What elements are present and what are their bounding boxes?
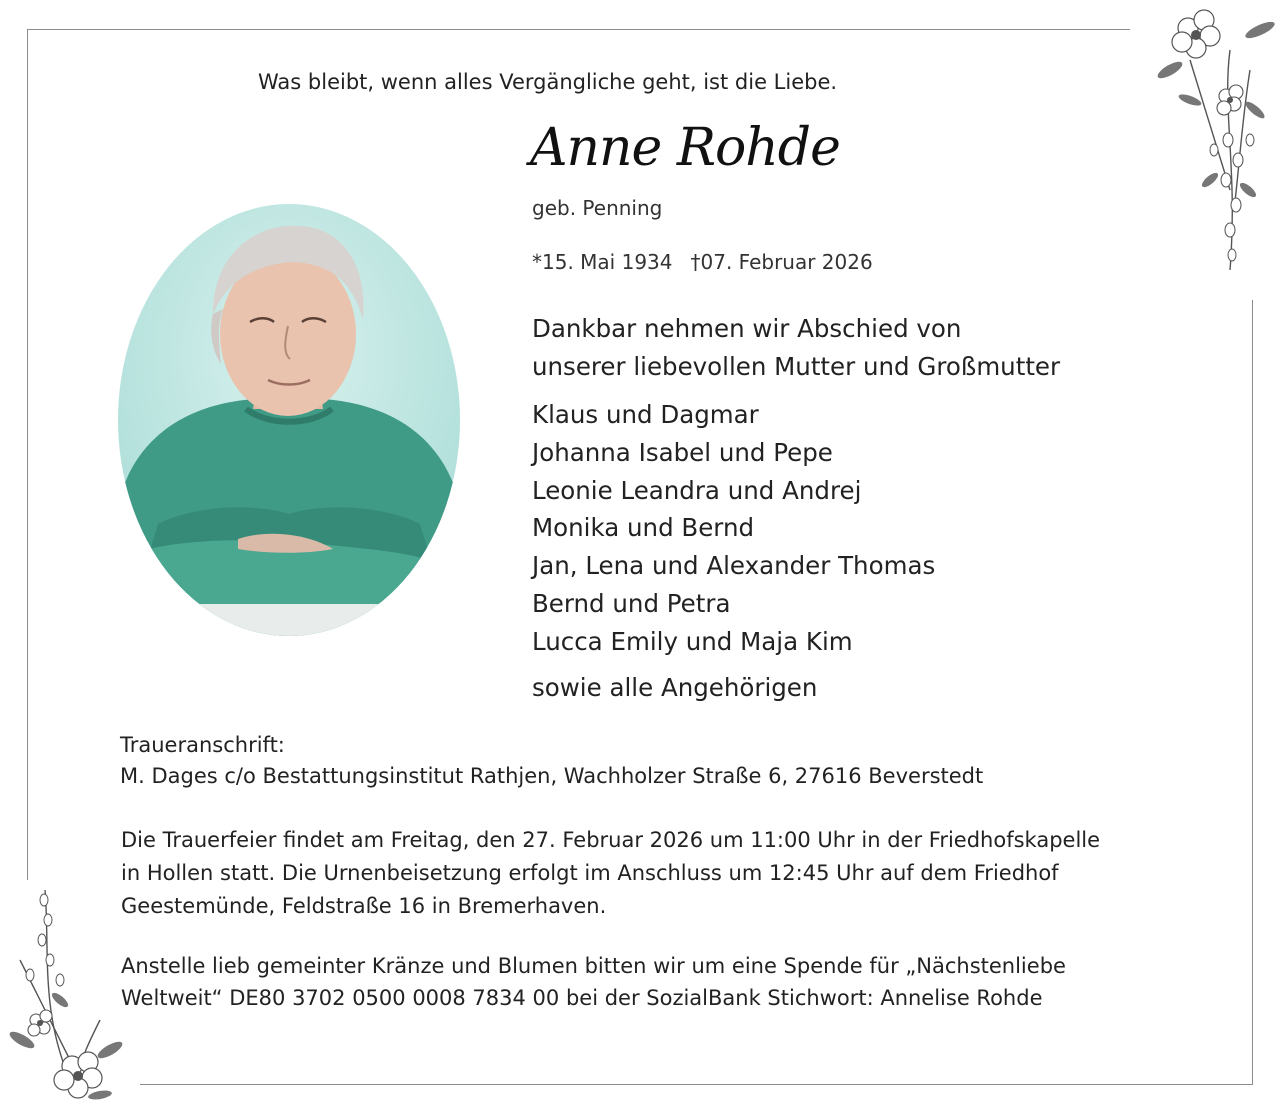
deceased-name: Anne Rohde — [530, 118, 840, 178]
ceremony-line: Geestemünde, Feldstraße 16 in Bremerhaven. — [121, 894, 607, 918]
floral-ornament-top-right — [1130, 0, 1280, 300]
motto-quote: Was bleibt, wenn alles Vergängliche geht, ist die Liebe. — [258, 70, 838, 94]
birth-date: *15. Mai 1934 — [532, 250, 673, 274]
flower-icon — [1130, 0, 1280, 300]
mourning-address: M. Dages c/o Bestattungsinstitut Rathjen, Wachholzer Straße 6, 27616 Beverstedt — [120, 764, 984, 788]
family-list — [532, 396, 935, 661]
family-member: Klaus und Dagmar — [532, 400, 759, 429]
death-date: †07. Februar 2026 — [690, 250, 873, 274]
family-member: Jan, Lena und Alexander Thomas — [532, 551, 936, 581]
family-member: Monika und Bernd — [532, 513, 755, 543]
family-member: Lucca Emily und Maja Kim — [532, 626, 853, 656]
donation-line: Weltweit“ DE80 3702 0500 0008 7834 00 bei der SozialBank Stichwort: Annelise Rohde — [121, 986, 1043, 1010]
family-member: Bernd und Petra — [532, 588, 731, 618]
ceremony-info — [121, 824, 1191, 923]
ceremony-line: in Hollen statt. Die Urnenbeisetzung erfolgt im Anschluss um 12:45 Uhr auf dem Friedhof — [121, 861, 1059, 885]
farewell-text — [532, 310, 1060, 386]
address-label: Traueranschrift: — [120, 733, 285, 757]
maiden-name: geb. Penning — [532, 196, 663, 220]
floral-ornament-bottom-left — [0, 880, 140, 1114]
donation-line: Anstelle lieb gemeinter Kränze und Blumen bitten wir um eine Spende für „Nächstenliebe — [121, 954, 1066, 978]
family-member: Johanna Isabel und Pepe — [532, 437, 833, 467]
portrait-photo — [118, 204, 460, 636]
donation-info — [121, 950, 1191, 1014]
portrait-image — [118, 204, 460, 636]
relatives-text: sowie alle Angehörigen — [532, 673, 818, 702]
farewell-line: Dankbar nehmen wir Abschied von — [532, 314, 962, 343]
ceremony-line: Die Trauerfeier findet am Freitag, den 27. Februar 2026 um 11:00 Uhr in der Friedhofskapelle — [121, 828, 1101, 852]
flower-icon — [0, 880, 140, 1114]
family-member: Leonie Leandra und Andrej — [532, 475, 862, 505]
life-dates — [532, 250, 891, 274]
farewell-line: unserer liebevollen Mutter und Großmutter — [532, 352, 1061, 381]
